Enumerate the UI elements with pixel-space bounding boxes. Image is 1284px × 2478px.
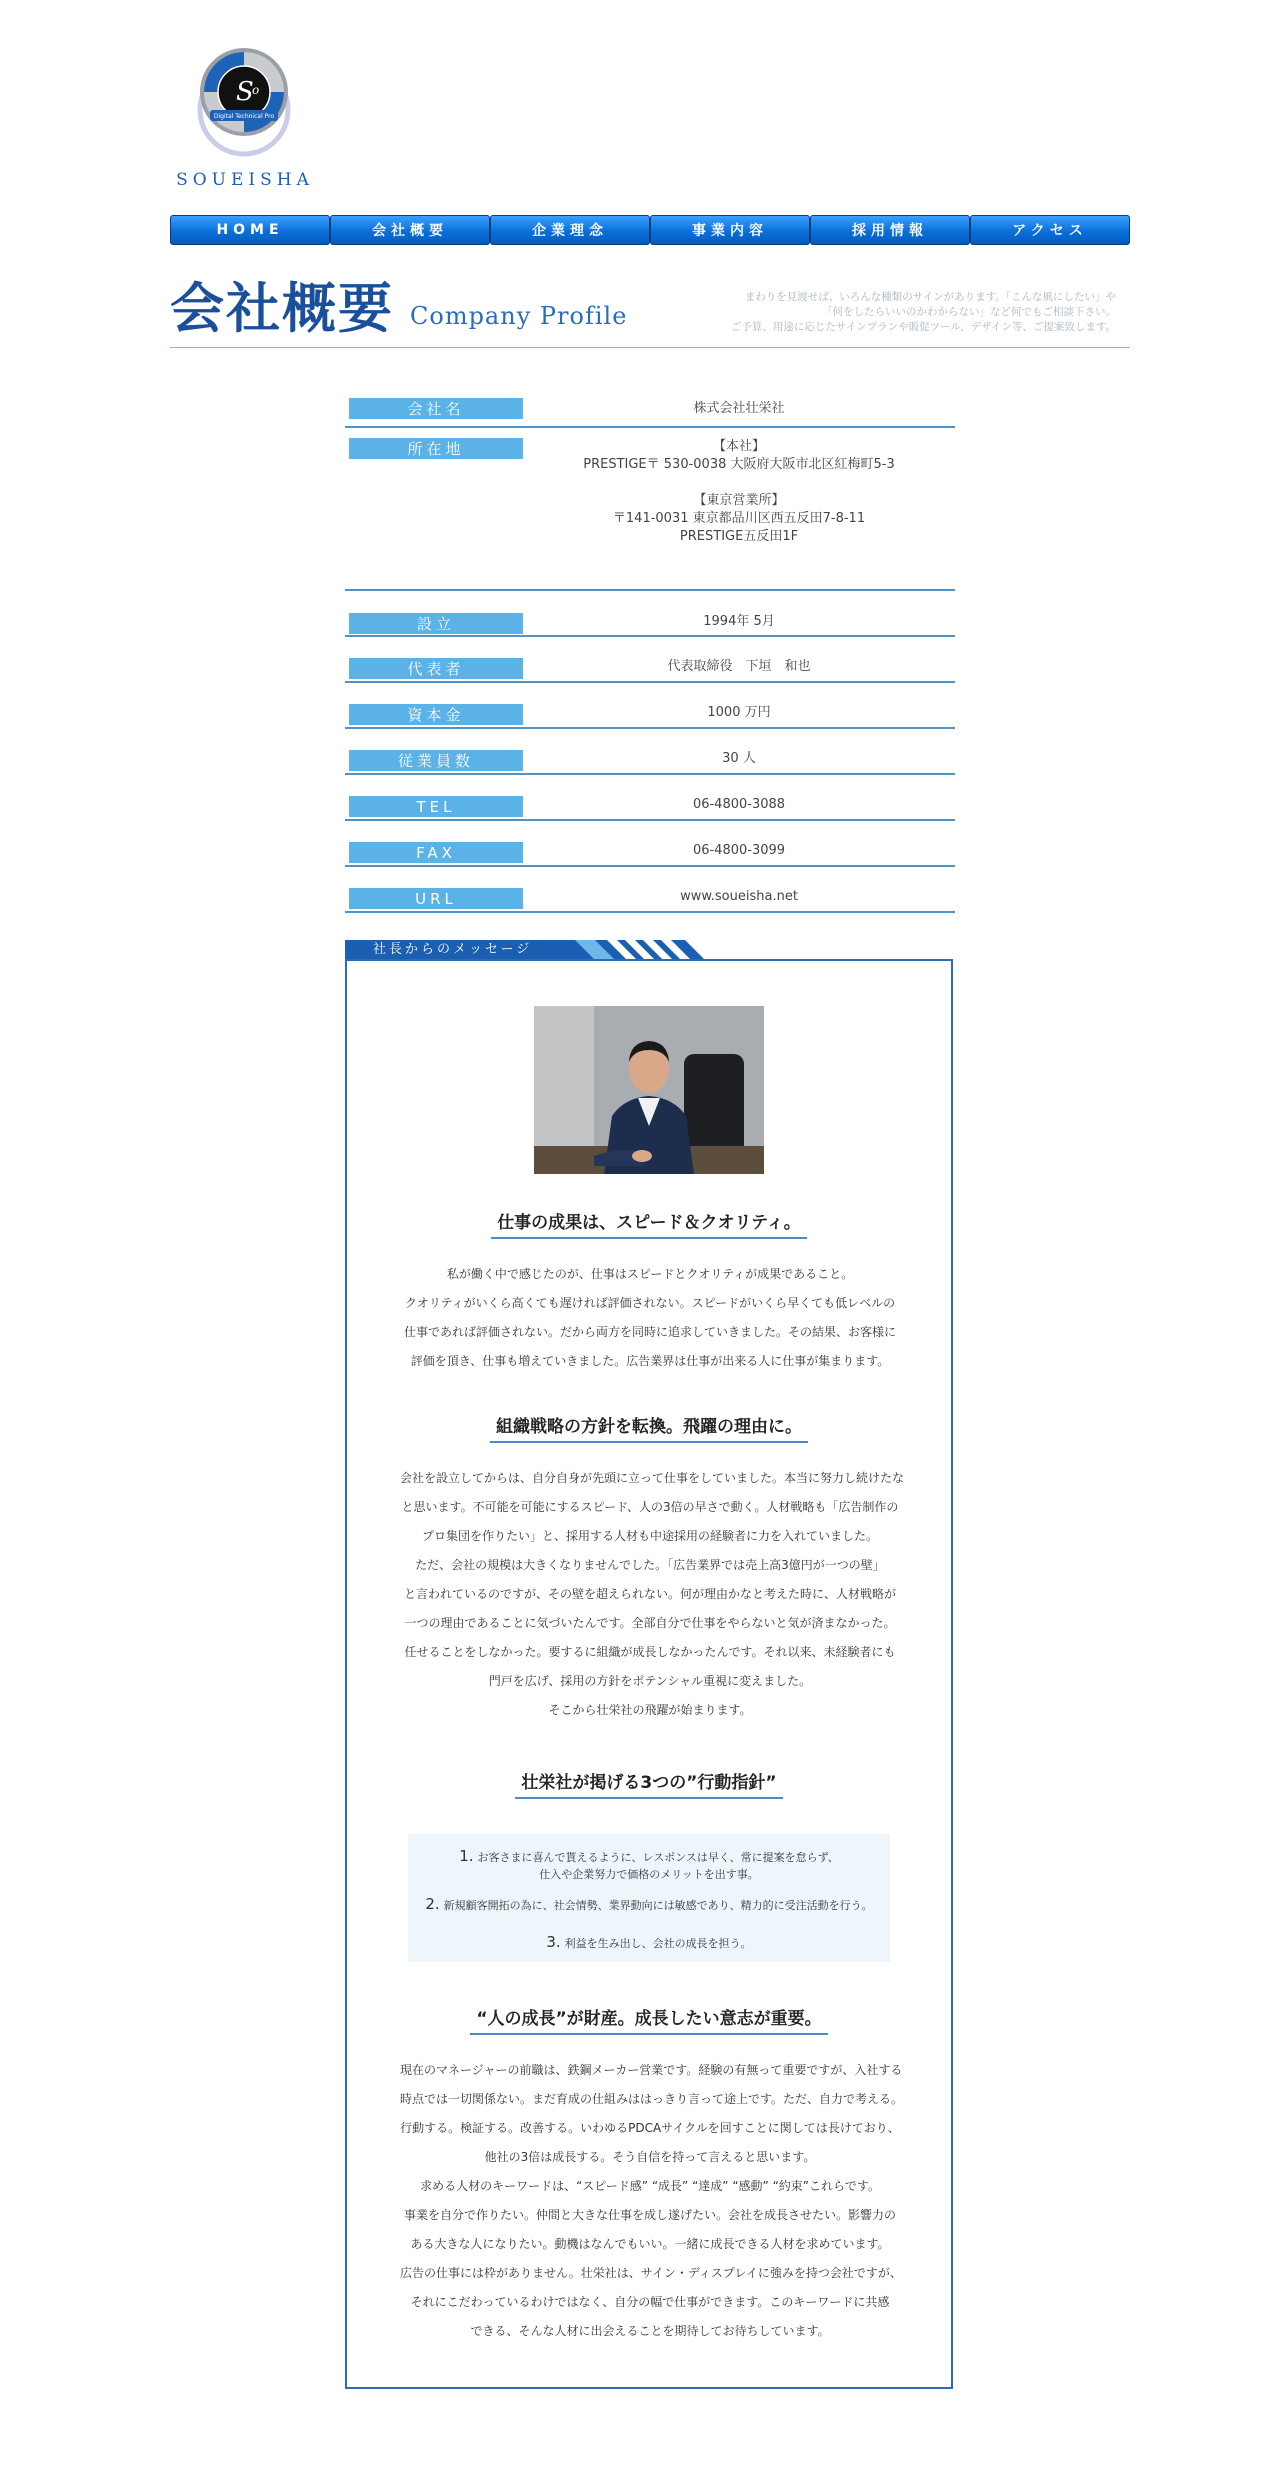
message-line: できる、そんな人材に出会えることを期待してお待ちしています。 <box>470 2324 830 2338</box>
message-line: と言われているのですが、その壁を超えられない。何が理由かなと考えた時に、人材戦略が <box>403 1587 896 1601</box>
message-line: クオリティがいくら高くても遅ければ評価されない。スピードがいくら早くても低レベルの <box>404 1296 896 1310</box>
message-line: それにこだわっているわけではなく、自分の幅で仕事ができます。このキーワードに共感 <box>410 2295 890 2309</box>
info-row-company-name <box>345 390 955 428</box>
policy-item <box>408 1896 890 1914</box>
policy-text: お客さまに喜んで貰えるように、レスポンスは早く、常に提案を怠らず、 <box>477 1851 839 1864</box>
stripe-decoration-icon <box>345 940 705 960</box>
message-section-title <box>345 2004 953 2035</box>
policy-number: 3. <box>546 1933 561 1951</box>
info-label: FAX <box>349 842 523 863</box>
svg-text:S: S <box>236 77 254 107</box>
policy-text: 新規顧客開拓の為に、社会情勢、業界動向には敏感であり、精力的に受注活動を行う。 <box>443 1899 873 1912</box>
president-photo <box>534 1006 764 1174</box>
info-value <box>523 438 955 546</box>
nav-philosophy[interactable]: 企業理念 <box>490 215 650 245</box>
info-value: 06-4800-3099 <box>692 843 786 858</box>
info-row-fax <box>345 821 955 867</box>
info-label: 資本金 <box>349 704 523 725</box>
message-section-title-text: 仕事の成果は、スピード＆クオリティ。 <box>491 1208 807 1239</box>
company-info-table <box>345 390 955 913</box>
message-line: 仕事であれば評価されない。だから両方を同時に追求していきました。その結果、お客様に <box>403 1325 896 1339</box>
info-value[interactable]: www.soueisha.net <box>680 889 798 904</box>
message-line: そこから壮栄社の飛躍が始まります。 <box>548 1703 752 1717</box>
page-heading <box>170 276 1130 348</box>
address-line: PRESTIGE五反田1F <box>679 529 799 544</box>
info-row-founded <box>345 591 955 637</box>
nav-home[interactable]: HOME <box>170 215 330 245</box>
address-line: 〒141-0031 東京都品川区西五反田7-8-11 <box>612 511 866 526</box>
info-label: TEL <box>349 796 523 817</box>
info-value: 06-4800-3088 <box>692 797 786 812</box>
message-section-title-text: 組織戦略の方針を転換。飛躍の理由に。 <box>490 1412 808 1443</box>
action-policy-box <box>408 1834 890 1962</box>
message-section-title <box>345 1208 953 1239</box>
policy-text: 仕入や企業努力で価格のメリットを出す事。 <box>539 1868 759 1881</box>
nav-access[interactable]: アクセス <box>970 215 1130 245</box>
heading-desc-line: ご予算、用途に応じたサインプランや販促ツール、デザイン等、ご提案致します。 <box>730 321 1116 333</box>
info-row-url <box>345 867 955 913</box>
address-line: 【東京営業所】 <box>693 493 785 508</box>
message-tab-label: 社長からのメッセージ <box>345 940 585 960</box>
info-row-capital <box>345 683 955 729</box>
message-line: 現在のマネージャーの前職は、鉄鋼メーカー営業です。経験の有無って重要ですが、入社する <box>400 2063 903 2077</box>
global-nav <box>170 215 1130 245</box>
message-line: ただ、会社の規模は大きくなりませんでした。「広告業界では売上高3億円が一つの壁」 <box>415 1558 885 1572</box>
message-line: と思います。不可能を可能にするスピード、人の3倍の早さで動く。人材戦略も「広告制作の <box>401 1500 899 1514</box>
message-line: 行動する。検証する。改善する。いわゆるPDCAサイクルを回すことに関しては長けており、 <box>400 2121 900 2135</box>
policy-item <box>408 1848 890 1883</box>
svg-text:o: o <box>252 83 260 97</box>
info-label: 所在地 <box>349 438 523 459</box>
heading-desc-line: 「何をしたらいいのかわからない」など何でもご相談下さい。 <box>822 306 1116 318</box>
company-logo[interactable] <box>170 42 320 192</box>
message-line: 私が働く中で感じたのが、仕事はスピードとクオリティが成果であること。 <box>446 1267 854 1281</box>
info-label: URL <box>349 888 523 909</box>
message-line: 会社を設立してからは、自分自身が先頭に立って仕事をしていました。本当に努力し続けたな <box>400 1471 905 1485</box>
page-subtitle: Company Profile <box>410 302 628 330</box>
info-value: 1000 万円 <box>707 705 771 720</box>
message-line: プロ集団を作りたい」と、採用する人材も中途採用の経験者に力を入れていました。 <box>421 1529 878 1543</box>
message-line: 一つの理由であることに気づいたんです。全部自分で仕事をやらないと気が済まなかった。 <box>404 1616 896 1630</box>
info-row-employees <box>345 729 955 775</box>
policy-number: 1. <box>459 1847 474 1865</box>
info-row-representative <box>345 637 955 683</box>
message-section-title-text: “人の成長”が財産。成長したい意志が重要。 <box>470 2004 827 2035</box>
info-label: 設立 <box>349 613 523 634</box>
address-line <box>523 474 955 492</box>
address-line: 【本社】 <box>712 439 765 454</box>
nav-business[interactable]: 事業内容 <box>650 215 810 245</box>
policy-text: 利益を生み出し、会社の成長を担う。 <box>564 1937 752 1950</box>
message-line: 時点では一切関係ない。まだ育成の仕組みははっきり言って途上です。ただ、自力で考える。 <box>400 2092 904 2106</box>
message-section-title-text: 壮栄社が掲げる3つの”行動指針” <box>515 1768 782 1799</box>
message-line: 求める人材のキーワードは、“スピード感” “成長” “達成” “感動” “約束”これらです。 <box>420 2179 880 2193</box>
message-section-title <box>345 1768 953 1799</box>
info-label: 代表者 <box>349 658 523 679</box>
info-value: 株式会社壮栄社 <box>693 401 785 416</box>
heading-desc-line: まわりを見渡せば、いろんな種類のサインがあります。「こんな風にしたい」や <box>744 291 1116 303</box>
info-value: 代表取締役 下垣 和也 <box>667 659 811 674</box>
logo-emblem-icon <box>196 48 292 162</box>
info-value: 30 人 <box>722 751 756 766</box>
message-tab <box>345 940 705 960</box>
message-line: 評価を頂き、仕事も増えていきました。広告業界は仕事が出来る人に仕事が集まります。 <box>410 1354 890 1368</box>
info-row-address <box>345 428 955 591</box>
logo-wordmark: SOUEISHA <box>176 170 314 190</box>
message-section-body <box>400 1260 900 1376</box>
info-value: 1994年 5月 <box>703 614 775 629</box>
message-section-body <box>400 1464 905 1725</box>
message-line: ある大きな人になりたい。動機はなんでもいい。一緒に成長できる人材を求めています。 <box>410 2237 890 2251</box>
info-row-tel <box>345 775 955 821</box>
message-line: 任せることをしなかった。要するに組織が成長しなかったんです。それ以来、未経験者にも <box>404 1645 896 1659</box>
message-section-title <box>345 1412 953 1443</box>
message-line: 他社の3倍は成長する。そう自信を持って言えると思います。 <box>484 2150 816 2164</box>
message-line: 広告の仕事には枠がありません。壮栄社は、サイン・ディスプレイに強みを持つ会社ですが、 <box>400 2266 902 2280</box>
logo-emblem-text: Digital Technical Pro <box>213 113 275 120</box>
heading-description <box>696 290 1116 335</box>
page-title: 会社概要 <box>170 276 394 340</box>
info-label: 従業員数 <box>349 750 523 771</box>
president-portrait-icon <box>534 1006 764 1174</box>
message-line: 門戸を広げ、採用の方針をポテンシャル重視に変えました。 <box>488 1674 812 1688</box>
nav-recruit[interactable]: 採用情報 <box>810 215 970 245</box>
nav-company-profile[interactable]: 会社概要 <box>330 215 490 245</box>
policy-item <box>408 1934 890 1952</box>
address-line: PRESTIGE〒 530-0038 大阪府大阪市北区紅梅町5-3 <box>583 457 895 472</box>
message-section-body <box>400 2056 904 2346</box>
message-line: 事業を自分で作りたい。仲間と大きな仕事を成し遂げたい。会社を成長させたい。影響力の <box>403 2208 896 2222</box>
policy-number: 2. <box>425 1895 440 1913</box>
info-label: 会社名 <box>349 398 523 419</box>
